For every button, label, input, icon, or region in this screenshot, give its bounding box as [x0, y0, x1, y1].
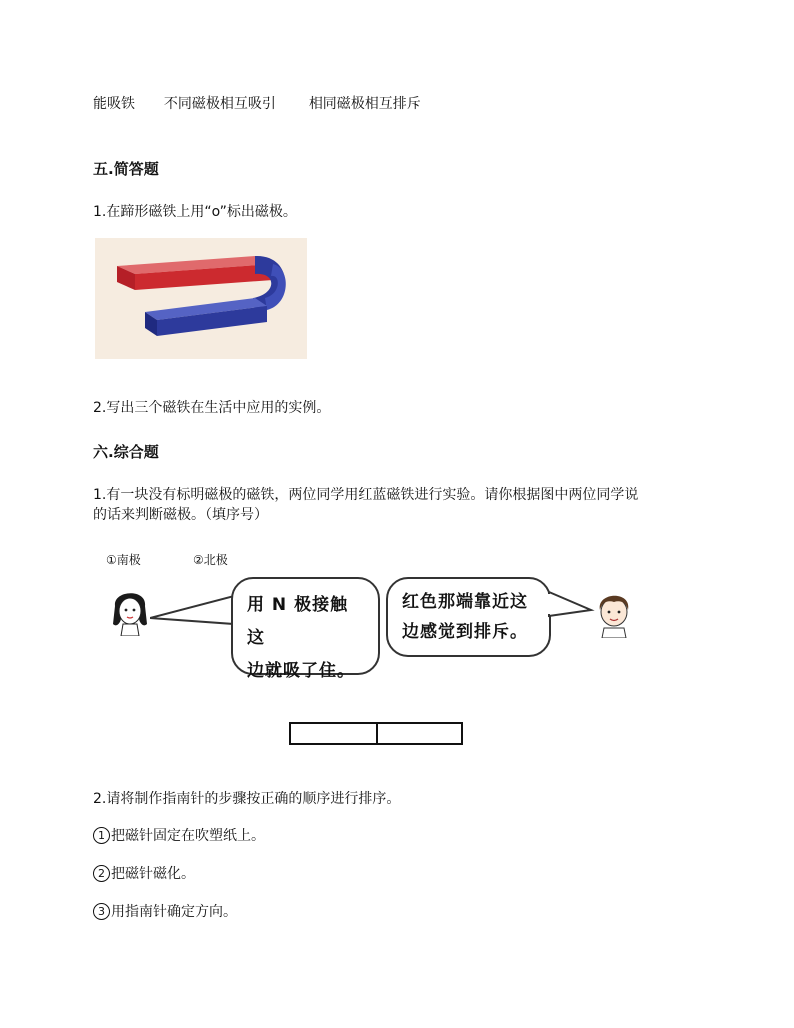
section5-question-2: 2.写出三个磁铁在生活中应用的实例。: [93, 400, 331, 416]
bubble-left-line1: 用 N 极接触这: [247, 595, 349, 648]
answers-line: [93, 93, 421, 113]
bubble-right-tail: [545, 588, 595, 622]
girl-student-icon: [109, 584, 151, 636]
bubble-right-line1: 红色那端靠近这: [402, 592, 528, 612]
option-south: ①南极: [106, 553, 141, 567]
speech-bubble-left: [231, 577, 380, 681]
section5-title: 五.简答题: [93, 160, 159, 178]
bubble-left-tail: [150, 590, 240, 630]
step-3: [93, 901, 237, 921]
speech-bubble-right: [386, 577, 551, 657]
section6-question-1-line1: 1.有一块没有标明磁极的磁铁，两位同学用红蓝磁铁进行实验。请你根据图中两位同学说: [93, 487, 639, 503]
step-2-text: 把磁针磁化。: [111, 866, 195, 882]
step-1-number: 1: [93, 827, 110, 844]
answer-same-repel: 相同磁极相互排斥: [308, 96, 421, 112]
horseshoe-magnet-icon: [95, 238, 307, 359]
step-3-text: 用指南针确定方向。: [111, 904, 237, 920]
answer-opposite-attract: 不同磁极相互吸引: [163, 96, 276, 112]
step-2-number: 2: [93, 865, 110, 882]
section5-question-1: 1.在蹄形磁铁上用“o”标出磁极。: [93, 204, 297, 220]
boy-student-icon: [592, 588, 636, 638]
step-3-number: 3: [93, 903, 110, 920]
bubble-right-line2: 边感觉到排斥。: [402, 622, 528, 642]
section6-title: 六.综合题: [93, 443, 159, 461]
step-1: [93, 825, 265, 845]
horseshoe-magnet-image: [95, 238, 307, 359]
answer-attract-iron: 能吸铁: [93, 96, 135, 112]
section6-question-2: 2.请将制作指南针的步骤按正确的顺序进行排序。: [93, 791, 401, 807]
step-2: [93, 863, 195, 883]
option-north: ②北极: [193, 553, 228, 567]
answer-box-2[interactable]: [376, 722, 463, 745]
answer-box-1[interactable]: [289, 722, 378, 745]
section6-question-1-line2: 的话来判断磁极。（填序号）: [93, 507, 268, 523]
step-1-text: 把磁针固定在吹塑纸上。: [111, 828, 265, 844]
bubble-left-line2: 边就吸了住。: [247, 661, 355, 681]
